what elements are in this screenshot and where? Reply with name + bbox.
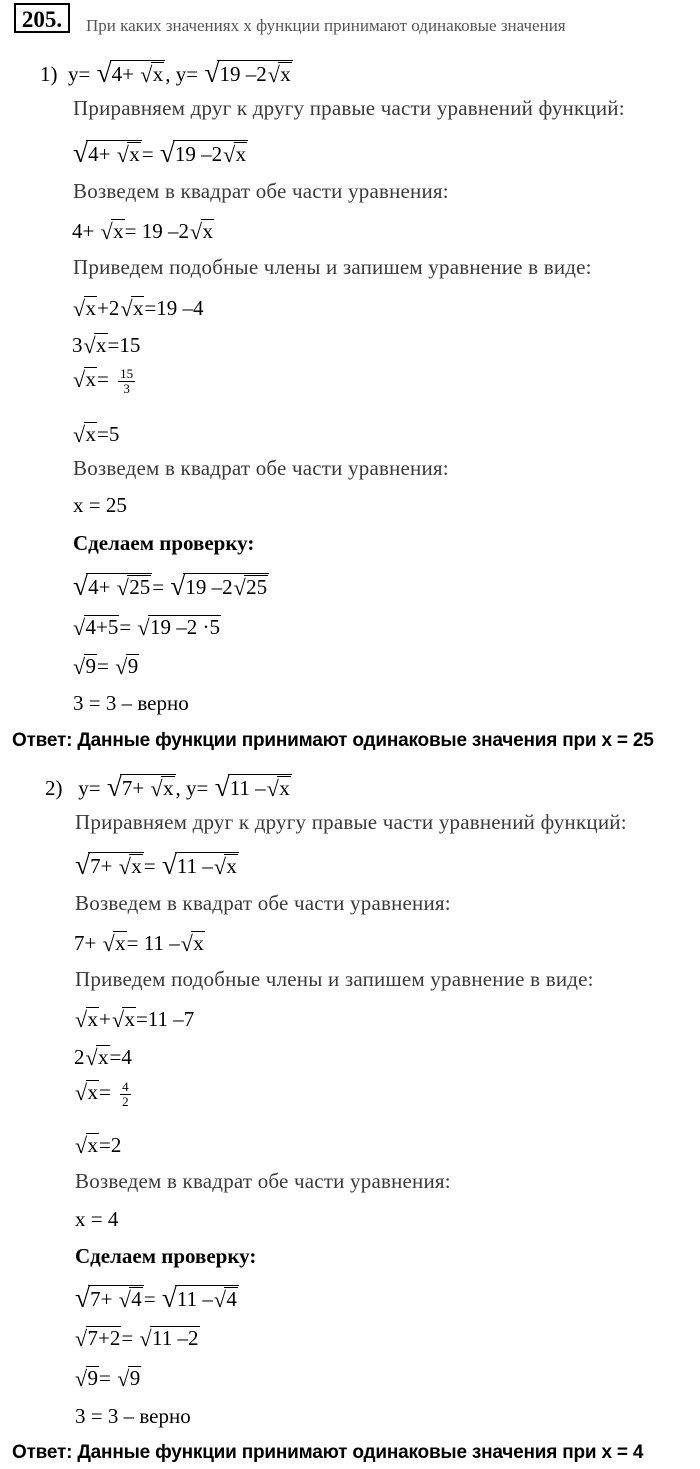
part2-answer: Ответ: Данные функции принимают одинаковые значения при x = 4 (12, 1442, 644, 1463)
part2-check-2: √ 7+2= √ 11 –2 (74, 1326, 200, 1349)
part2-eq-root2: √ x=2 (74, 1133, 121, 1156)
part2-text-equate: Приравняем друг к другу правые части уравнений функций: (75, 810, 627, 834)
part1-text-check: Сделаем проверку: (73, 531, 255, 555)
part1-eq-squared: 4+ √ x= 19 –2√ x (72, 219, 214, 242)
part1-eq-frac: √ x= $\frac{15}{3}$ (72, 367, 135, 395)
part1-result: 3 = 3 – верно (73, 691, 189, 715)
part1-text-equate: Приравняем друг к другу правые части уравнений функций: (73, 96, 625, 120)
part2-check-3: √ 9= √ 9 (74, 1366, 141, 1389)
part2-text-square2: Возведем в квадрат обе части уравнения: (75, 1169, 451, 1193)
part1-x-value: x = 25 (73, 493, 127, 517)
problem-title: При каких значениях x функции принимают одинаковые значения (86, 16, 566, 35)
part1-text-square2: Возведем в квадрат обе части уравнения: (73, 456, 449, 480)
fraction-15-3: $\frac{15}{3}$ (120, 366, 134, 396)
part1-answer: Ответ: Данные функции принимают одинаковые значения при x = 25 (12, 730, 654, 751)
part2-text-check: Сделаем проверку: (75, 1244, 257, 1268)
part1-label: 1) (40, 62, 58, 86)
part1-eq-collect: √ x+2√ x=19 –4 (72, 296, 204, 319)
problem-number: 205. (14, 3, 70, 33)
part1-text-collect: Приведем подобные члены и запишем уравнение в виде: (73, 255, 592, 279)
part2-eq-frac: √ x= $\frac{4}{2}$ (74, 1080, 131, 1108)
part2-functions: 2) y= √ 7+ √ x, y= √ 11 –√ x (45, 774, 292, 799)
part1-eq-3root: 3√ x=15 (72, 333, 140, 356)
part2-eq-roots: √ 7+ √ x= √ 11 –√ x (74, 852, 239, 877)
part1-check-3: √ 9= √ 9 (72, 654, 139, 677)
part2-x-value: x = 4 (75, 1207, 119, 1231)
fraction-4-2: $\frac{4}{2}$ (122, 1079, 129, 1109)
part2-result: 3 = 3 – верно (75, 1404, 191, 1428)
part1-check-2: √ 4+5= √ 19 –2 ·5 (72, 615, 221, 638)
part2-eq-2root: 2√ x=4 (74, 1045, 132, 1068)
part2-eq-collect: √ x+√ x=11 –7 (74, 1007, 194, 1030)
part2-check-1: √ 7+ √ 4= √ 11 –√ 4 (74, 1285, 239, 1310)
part1-check-1: √ 4+ √ 25= √ 19 –2√ 25 (72, 573, 269, 598)
part1-text-square: Возведем в квадрат обе части уравнения: (73, 179, 449, 203)
part1-eq-root5: √ x=5 (72, 422, 119, 445)
part1-eq-roots: √ 4+ √ x= √ 19 –2√ x (72, 140, 248, 165)
part2-text-square: Возведем в квадрат обе части уравнения: (75, 891, 451, 915)
part2-label: 2) (45, 776, 63, 800)
part1-functions: 1) y= √ 4+ √ x, y= √ 19 –2√ x (40, 60, 293, 85)
part2-text-collect: Приведем подобные члены и запишем уравнение в виде: (75, 967, 594, 991)
part2-eq-squared: 7+ √ x= 11 –√ x (74, 931, 205, 954)
